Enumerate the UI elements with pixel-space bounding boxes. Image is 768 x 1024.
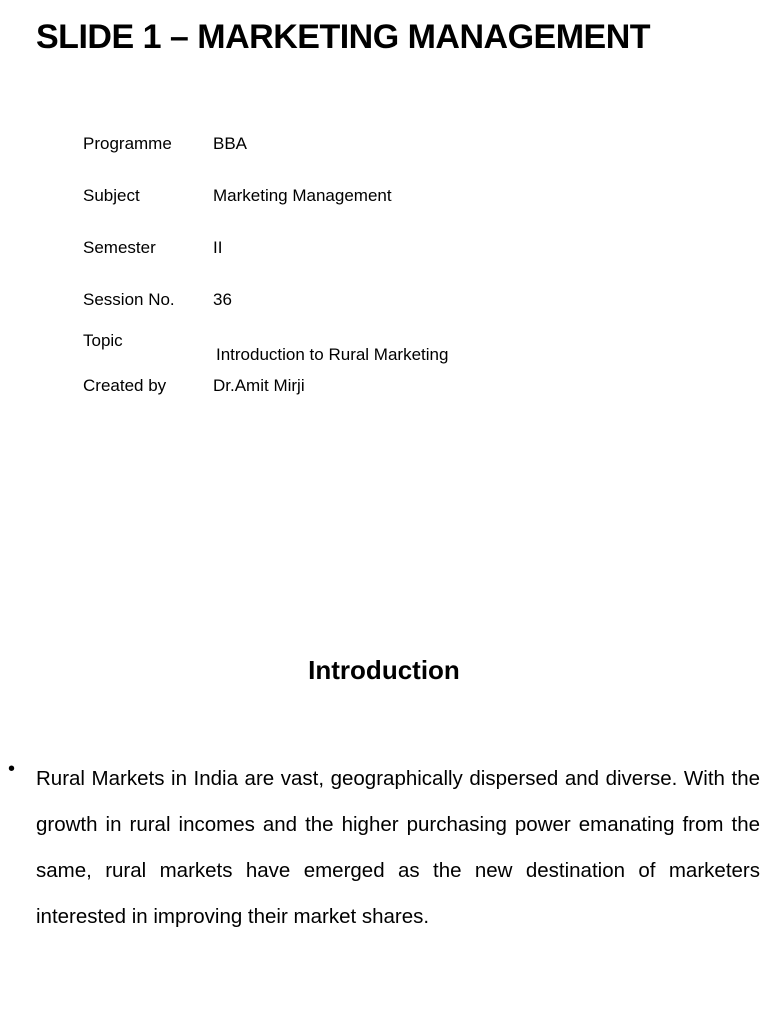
subject-value: Marketing Management [213,186,392,205]
semester-value: II [213,238,223,257]
semester-label: Semester [83,238,156,257]
info-row-created-by [83,376,643,400]
info-row-semester [83,238,643,262]
slide-title: SLIDE 1 – MARKETING MANAGEMENT [36,18,651,56]
topic-value: Introduction to Rural Marketing [216,345,449,364]
info-row-programme [83,134,643,158]
topic-label: Topic [83,331,123,350]
session-label: Session No. [83,290,175,309]
intro-bullet-text: Rural Markets in India are vast, geographically dispersed and diverse. With the growth in rural incomes and the higher purchasing power emanating from the same, rural markets have emerged as the new destination of marketers interested in improving their market shares. [36,767,760,928]
created-by-label: Created by [83,376,167,395]
info-row-topic [83,331,643,364]
programme-value: BBA [213,134,248,153]
introduction-heading: Introduction [308,655,460,685]
info-row-session [83,290,643,314]
programme-label: Programme [83,134,172,153]
subject-label: Subject [83,186,140,205]
created-by-value: Dr.Amit Mirji [213,376,305,395]
intro-bullet [8,756,760,940]
info-row-subject [83,186,643,210]
session-value: 36 [213,290,232,309]
bullet-icon: • [8,758,16,780]
